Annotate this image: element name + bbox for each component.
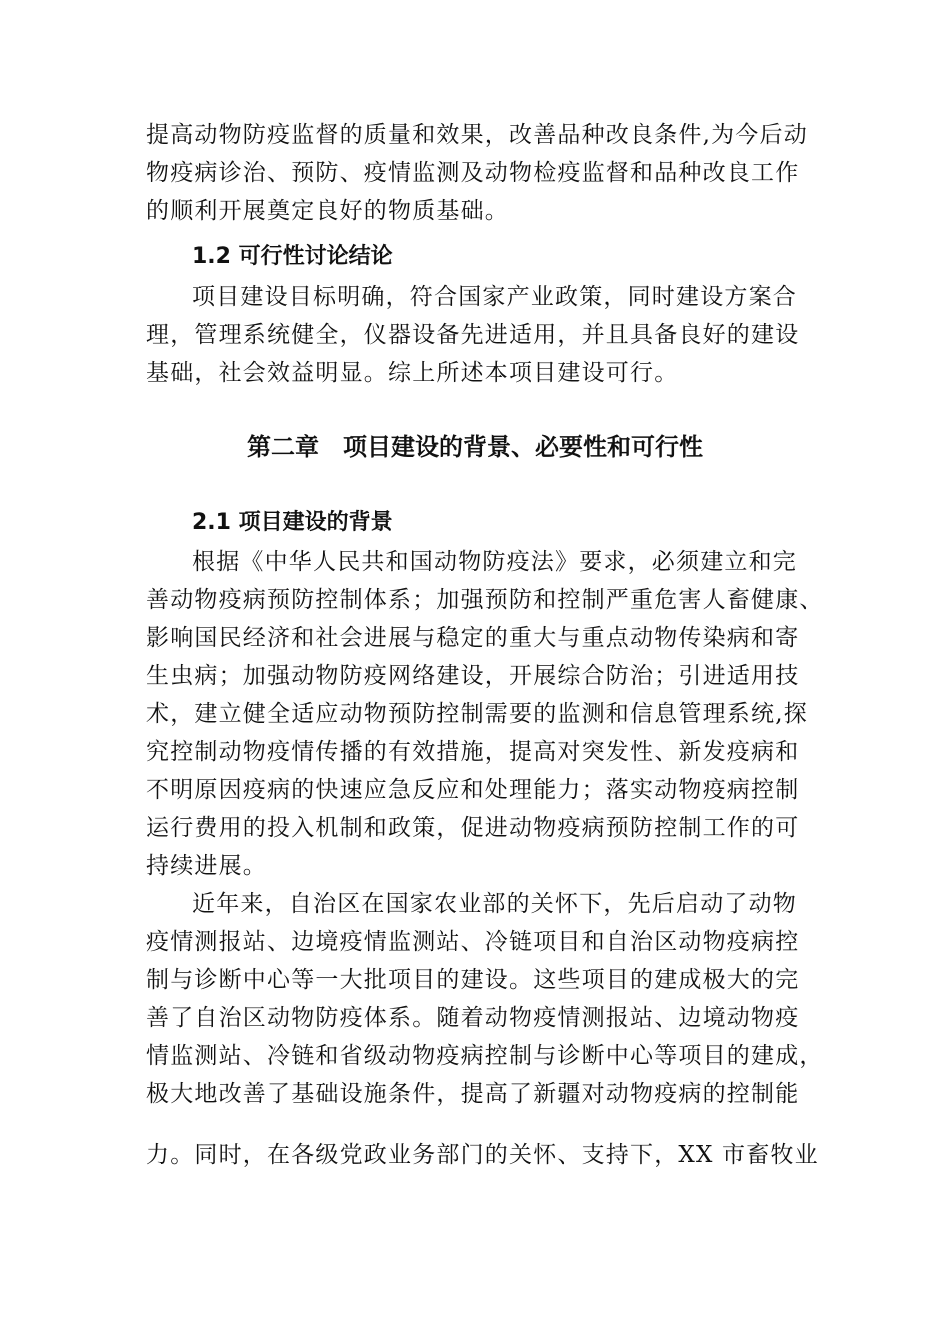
text-line: 力。同时，在各级党政业务部门的关怀、支持下，XX 市畜牧业 [146, 1142, 819, 1168]
text-line: 基础，社会效益明显。综上所述本项目建设可行。 [146, 360, 679, 386]
text-line: 极大地改善了基础设施条件，提高了新疆对动物疫病的控制能 [146, 1081, 800, 1107]
text-line: 项目建设目标明确，符合国家产业政策，同时建设方案合 [192, 284, 797, 310]
text-line: 制与诊断中心等一大批项目的建设。这些项目的建成极大的完 [146, 967, 800, 993]
chapter-title: 第二章 项目建设的背景、必要性和可行性 [247, 433, 703, 461]
text-line: 究控制动物疫情传播的有效措施，提高对突发性、新发疫病和 [146, 739, 800, 765]
text-line: 物疫病诊治、预防、疫情监测及动物检疫监督和品种改良工作 [146, 160, 800, 186]
text-line: 影响国民经济和社会进展与稳定的重大与重点动物传染病和寄 [146, 625, 800, 651]
text-line: 生虫病；加强动物防疫网络建设，开展综合防治；引进适用技 [146, 663, 800, 689]
text-line: 疫情测报站、边境疫情监测站、冷链项目和自治区动物疫病控 [146, 929, 800, 955]
section-heading-1-2: 1.2 可行性讨论结论 [192, 244, 393, 269]
text-line: 不明原因疫病的快速应急反应和处理能力；落实动物疫病控制 [146, 777, 800, 803]
text-line: 根据《中华人民共和国动物防疫法》要求，必须建立和完 [192, 549, 797, 575]
section-heading-2-1: 2.1 项目建设的背景 [192, 510, 393, 535]
text-line: 理，管理系统健全，仪器设备先进适用，并且具备良好的建设 [146, 322, 800, 348]
text-line: 运行费用的投入机制和政策，促进动物疫病预防控制工作的可 [146, 815, 800, 841]
text-line: 持续进展。 [146, 853, 267, 879]
text-line: 善动物疫病预防控制体系；加强预防和控制严重危害人畜健康、 [146, 587, 824, 613]
text-line: 近年来，自治区在国家农业部的关怀下，先后启动了动物 [192, 891, 797, 917]
text-line: 术，建立健全适应动物预防控制需要的监测和信息管理系统,探 [146, 701, 808, 727]
text-line: 提高动物防疫监督的质量和效果，改善品种改良条件,为今后动 [146, 122, 808, 148]
text-line: 的顺利开展奠定良好的物质基础。 [146, 198, 509, 224]
text-line: 善了自治区动物防疫体系。随着动物疫情测报站、边境动物疫 [146, 1005, 800, 1031]
text-line: 情监测站、冷链和省级动物疫病控制与诊断中心等项目的建成， [146, 1043, 824, 1069]
